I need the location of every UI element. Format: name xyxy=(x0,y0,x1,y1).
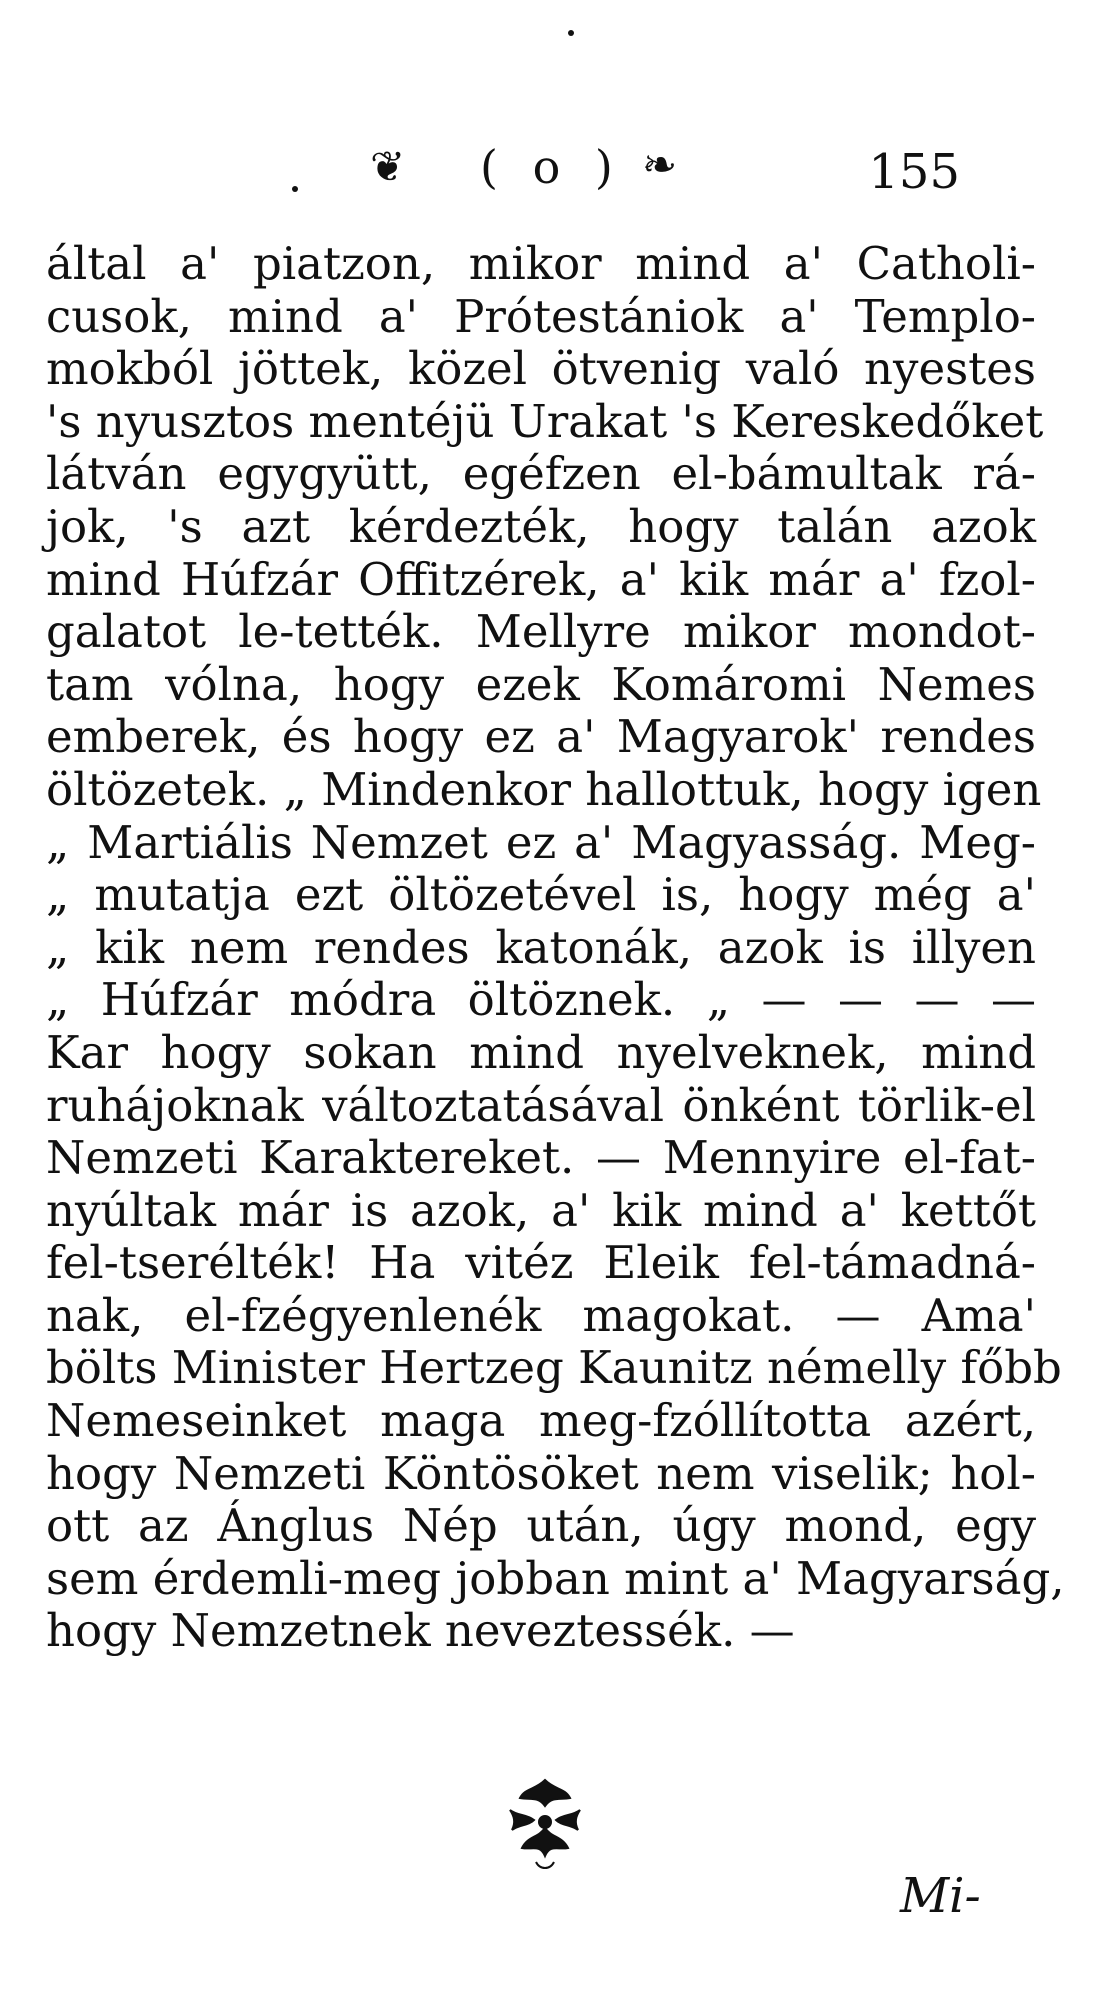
text-line: tam vólna, hogy ezek Komáromi Nemes xyxy=(46,657,1036,711)
text-line: nak, el-fzégyenlenék magokat. — Ama' xyxy=(46,1288,1036,1342)
text-line: öltözetek. „ Mindenkor hallottuk, hogy igen xyxy=(46,762,1042,816)
text-line: „ Martiális Nemzet ez a' Magyasság. Meg- xyxy=(46,815,1036,869)
text-line: mind Húfzár Offitzérek, a' kik már a' fzol- xyxy=(46,552,1036,606)
text-line: fel-tserélték! Ha vitéz Eleik fel-támadná- xyxy=(46,1236,1036,1290)
text-line: hogy Nemzeti Köntösöket nem viselik; hol- xyxy=(46,1446,1036,1500)
page-marker: ( o ) xyxy=(480,140,623,194)
text-line: ruhájoknak változtatásával önként törlik-el xyxy=(46,1078,1036,1132)
text-line: Nemzeti Karaktereket. — Mennyire el-fat- xyxy=(46,1131,1036,1185)
text-line: „ kik nem rendes katonák, azok is illyen xyxy=(46,920,1036,974)
text-line: „ mutatja ezt öltözetével is, hogy még a' xyxy=(46,868,1036,922)
text-line: által a' piatzon, mikor mind a' Catholi- xyxy=(46,237,1036,290)
text-line: Kar hogy sokan mind nyelveknek, mind xyxy=(46,1025,1036,1079)
text-line: galatot le-tették. Mellyre mikor mondot- xyxy=(46,605,1036,659)
header-dot xyxy=(292,186,298,192)
text-line: jok, 's azt kérdezték, hogy talán azok xyxy=(46,499,1036,553)
text-line: hogy Nemzetnek neveztessék. — xyxy=(46,1604,795,1658)
catchword: Mi- xyxy=(900,1868,981,1924)
text-line: ott az Ánglus Nép után, úgy mond, egy xyxy=(46,1499,1036,1553)
page-number: 155 xyxy=(868,144,960,200)
text-line: bölts Minister Hertzeg Kaunitz némelly főbb xyxy=(46,1341,1062,1395)
text-line: mokból jöttek, közel ötvenig való nyestes xyxy=(46,342,1036,396)
text-line: Nemeseinket maga meg-fzóllította azért, xyxy=(46,1394,1036,1448)
text-line: nyúltak már is azok, a' kik mind a' kettőt xyxy=(46,1183,1036,1237)
text-line: látván egygyütt, egéfzen el-bámultak rá- xyxy=(46,447,1036,501)
text-line: emberek, és hogy ez a' Magyarok' rendes xyxy=(46,710,1036,764)
text-line: sem érdemli-meg jobban mint a' Magyarság, xyxy=(46,1551,1065,1605)
text-line: cusok, mind a' Prótestániok a' Templo- xyxy=(46,289,1036,343)
text-line: „ Húfzár módra öltöznek. „ — — — — xyxy=(46,973,1036,1027)
ink-speck xyxy=(568,30,574,36)
ornament-right-icon: ❧ xyxy=(642,140,678,189)
floral-vignette-icon xyxy=(490,1770,600,1880)
text-body xyxy=(46,237,1065,1658)
text-line: 's nyusztos mentéjü Urakat 's Kereskedőket xyxy=(46,394,1044,448)
ornament-left-icon: ❦ xyxy=(370,142,406,191)
page-header xyxy=(280,140,960,210)
